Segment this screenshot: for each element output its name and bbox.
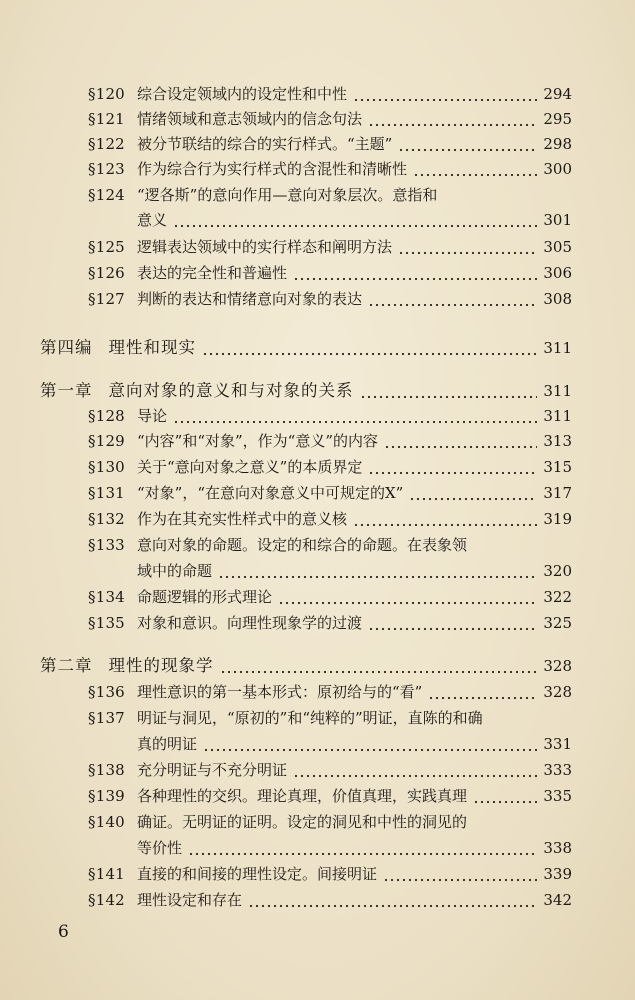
entry-title: 情绪领域和意志领域内的信念句法: [137, 110, 363, 128]
section-number: §122: [88, 135, 125, 153]
toc-entry: [88, 611, 572, 635]
toc-entry: [88, 810, 572, 834]
toc-entry: [88, 784, 572, 808]
dot-leader: [353, 82, 537, 106]
dot-leader: [203, 732, 537, 756]
dot-leader: [368, 611, 537, 635]
dot-leader: [398, 132, 537, 156]
entry-title: 对象和意识。向理性现象学的过渡: [137, 614, 363, 632]
dot-leader: [384, 429, 537, 453]
page-number: 313: [543, 432, 572, 450]
entry-title: 表达的完全性和普遍性: [137, 264, 288, 282]
entry-title: 被分节联结的综合的实行样式。“主题”: [137, 135, 393, 153]
entry-title: 确证。无明证的证明。设定的洞见和中性的洞见的: [137, 813, 468, 831]
dot-leader: [409, 481, 537, 505]
toc-entry: [88, 680, 572, 704]
toc-entry: [88, 82, 572, 106]
toc-entry: [88, 507, 572, 531]
entry-title: “内容”和“对象”，作为“意义”的内容: [137, 432, 379, 450]
entry-title: 直接的和间接的理性设定。间接明证: [137, 865, 378, 883]
entry-title: 逻辑表达领域中的实行样态和阐明方法: [137, 238, 393, 256]
entry-title: 关于“意向对象之意义”的本质界定: [137, 458, 363, 476]
page-number: 308: [543, 290, 572, 308]
entry-title: 充分明证与不充分明证: [137, 761, 288, 779]
section-number: §135: [88, 614, 125, 632]
toc-entry: [88, 132, 572, 156]
toc-part-heading: [40, 336, 572, 360]
toc-entry: [88, 287, 572, 311]
section-number: §127: [88, 290, 125, 308]
section-number: §129: [88, 432, 125, 450]
page-number: 319: [543, 510, 572, 528]
page-number: 294: [543, 85, 572, 103]
page-number: 300: [543, 160, 572, 178]
section-number: §142: [88, 891, 125, 909]
section-number: §139: [88, 787, 125, 805]
toc-entry: [88, 888, 572, 912]
dot-leader: [368, 287, 537, 311]
entry-title: “逻各斯”的意向作用—意向对象层次。意指和: [137, 186, 438, 204]
entry-title: 域中的命题: [137, 562, 213, 580]
section-number: §133: [88, 536, 125, 554]
entry-title: 真的明证: [137, 735, 198, 753]
dot-leader: [360, 379, 538, 403]
toc-entry: [88, 261, 572, 285]
page-number: 335: [543, 787, 572, 805]
page-number: 320: [543, 562, 572, 580]
dot-leader: [173, 404, 537, 428]
part-title: 理性和现实: [108, 338, 196, 357]
dot-leader: [353, 507, 537, 531]
entry-title: 意义: [137, 211, 168, 229]
toc-entry: [88, 862, 572, 886]
entry-title: 作为综合行为实行样式的含混性和清晰性: [137, 160, 408, 178]
dot-leader: [398, 235, 537, 259]
toc-entry: [88, 404, 572, 428]
page-number: 328: [543, 657, 572, 675]
section-number: §134: [88, 588, 125, 606]
entry-title: 综合设定领域内的设定性和中性: [137, 85, 348, 103]
entry-title: 理性设定和存在: [137, 891, 243, 909]
section-number: §120: [88, 85, 125, 103]
page-number: 317: [543, 484, 572, 502]
page-number: 298: [543, 135, 572, 153]
toc-entry-continuation: [137, 836, 572, 860]
dot-leader: [383, 862, 537, 886]
toc-entry: [88, 183, 572, 207]
toc-entry: [88, 157, 572, 181]
section-number: §140: [88, 813, 125, 831]
entry-title: 等价性: [137, 839, 183, 857]
section-number: §128: [88, 407, 125, 425]
section-number: §130: [88, 458, 125, 476]
section-number: §137: [88, 709, 125, 727]
section-number: §138: [88, 761, 125, 779]
page-number: 305: [543, 238, 572, 256]
toc-entry: [88, 107, 572, 131]
entry-title: 判断的表达和情绪意向对象的表达: [137, 290, 363, 308]
dot-leader: [473, 784, 537, 808]
section-number: §123: [88, 160, 125, 178]
page-number: 311: [543, 339, 572, 357]
entry-title: 命题逻辑的形式理论: [137, 588, 273, 606]
page-number: 338: [543, 839, 572, 857]
toc-entry-continuation: [137, 559, 572, 583]
entry-title: 明证与洞见，“原初的”和“纯粹的”明证，直陈的和确: [137, 709, 483, 727]
page-number: 342: [543, 891, 572, 909]
toc-entry: [88, 481, 572, 505]
toc-entry: [88, 758, 572, 782]
entry-title: 作为在其充实性样式中的意义核: [137, 510, 348, 528]
section-number: §141: [88, 865, 125, 883]
toc-entry: [88, 235, 572, 259]
toc-entry-continuation: [137, 208, 572, 232]
page-number: 322: [543, 588, 572, 606]
dot-leader: [173, 208, 537, 232]
entry-title: 导论: [137, 407, 168, 425]
dot-leader: [368, 107, 537, 131]
page-number: 301: [543, 211, 572, 229]
section-number: §124: [88, 186, 125, 204]
page-number: 339: [543, 865, 572, 883]
section-number: §121: [88, 110, 125, 128]
chapter-label: 第一章: [40, 381, 93, 400]
toc-entry-continuation: [137, 732, 572, 756]
toc-entry: [88, 455, 572, 479]
dot-leader: [368, 455, 537, 479]
page-number: 311: [543, 407, 572, 425]
toc-chapter-heading: [40, 379, 572, 403]
entry-title: 理性意识的第一基本形式：原初给与的“看”: [137, 683, 423, 701]
dot-leader: [428, 680, 537, 704]
page-number: 306: [543, 264, 572, 282]
page-number: 295: [543, 110, 572, 128]
page-number: 328: [543, 683, 572, 701]
page-number: 325: [543, 614, 572, 632]
page-number: 331: [543, 735, 572, 753]
dot-leader: [188, 836, 537, 860]
page-number: 311: [543, 382, 572, 400]
toc-entry: [88, 706, 572, 730]
chapter-title: 意向对象的意义和与对象的关系: [108, 381, 354, 400]
toc-entry: [88, 429, 572, 453]
dot-leader: [293, 758, 537, 782]
section-number: §131: [88, 484, 125, 502]
toc-entry: [88, 533, 572, 557]
entry-title: 各种理性的交织。理论真理，价值真理，实践真理: [137, 787, 468, 805]
entry-title: 意向对象的命题。设定的和综合的命题。在表象领: [137, 536, 468, 554]
toc-entry: [88, 585, 572, 609]
page-number: 333: [543, 761, 572, 779]
toc-chapter-heading: [40, 654, 572, 678]
folio-page-number: 6: [58, 922, 70, 942]
dot-leader: [278, 585, 537, 609]
section-number: §136: [88, 683, 125, 701]
dot-leader: [248, 888, 537, 912]
entry-title: “对象”，“在意向对象意义中可规定的X”: [137, 484, 404, 502]
dot-leader: [220, 654, 538, 678]
dot-leader: [202, 336, 537, 360]
section-number: §125: [88, 238, 125, 256]
chapter-title: 理性的现象学: [108, 656, 214, 675]
dot-leader: [218, 559, 537, 583]
dot-leader: [293, 261, 537, 285]
dot-leader: [413, 157, 537, 181]
page-number: 315: [543, 458, 572, 476]
section-number: §126: [88, 264, 125, 282]
part-label: 第四编: [40, 338, 93, 357]
section-number: §132: [88, 510, 125, 528]
chapter-label: 第二章: [40, 656, 93, 675]
